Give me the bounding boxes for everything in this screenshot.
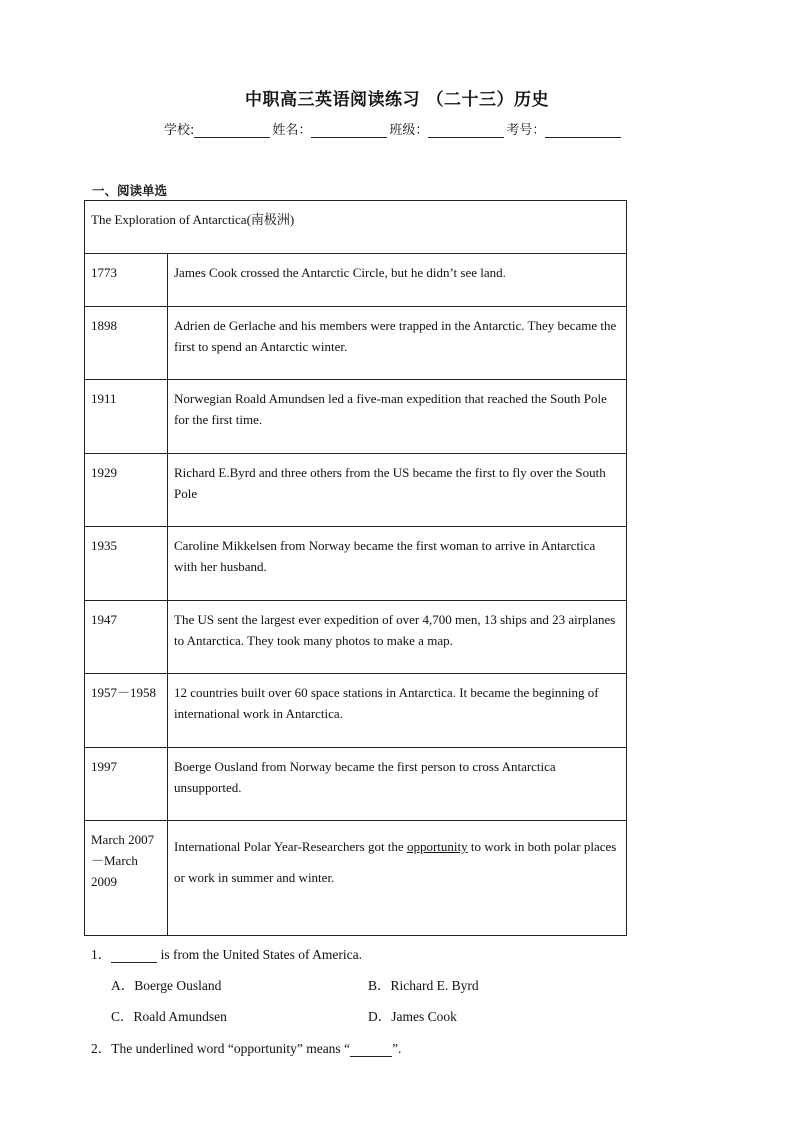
table-row: [85, 454, 627, 527]
event-cell: 12 countries built over 60 space stations in Antarctica. It became the beginning of international work in Antarctica.: [168, 674, 627, 748]
name-label: 姓名：: [272, 123, 312, 138]
table-caption: The Exploration of Antarctica(南极洲): [85, 201, 627, 254]
year-cell: 1935: [85, 527, 168, 601]
option-b[interactable]: B．Richard E. Byrd: [368, 978, 479, 993]
question-2: [91, 1037, 401, 1057]
question-text: The underlined word “opportunity” means “: [111, 1041, 351, 1056]
event-cell: Boerge Ousland from Norway became the first person to cross Antarctica unsupported.: [168, 748, 627, 821]
year-cell: 1773: [85, 254, 168, 307]
table-caption-row: [85, 201, 627, 254]
exploration-table: [84, 200, 627, 936]
table-row: [85, 254, 627, 307]
event-cell: Richard E.Byrd and three others from the US became the first to fly over the South Pole: [168, 454, 627, 527]
year-cell: 1898: [85, 307, 168, 380]
section-title: 一、阅读单选: [92, 183, 168, 198]
option-d[interactable]: D．James Cook: [368, 1009, 457, 1024]
name-blank[interactable]: [311, 124, 387, 138]
year-cell: 1997: [85, 748, 168, 821]
school-blank[interactable]: [194, 124, 270, 138]
event-cell: International Polar Year-Researchers got the opportunity to work in both polar places or work in summer and winter.: [168, 821, 627, 936]
year-cell: 1947: [85, 601, 168, 674]
page-title: 中职高三英语阅读练习 （二十三）历史: [245, 90, 549, 110]
option-a[interactable]: A．Boerge Ousland: [111, 978, 222, 993]
student-info-line: [164, 119, 623, 138]
event-cell: Adrien de Gerlache and his members were trapped in the Antarctic. They became the first to spend an Antarctic winter.: [168, 307, 627, 380]
year-cell: March 2007－March 2009: [85, 821, 168, 936]
answer-blank[interactable]: [111, 949, 157, 963]
question-text-end: ”.: [392, 1041, 402, 1056]
event-cell: Norwegian Roald Amundsen led a five-man expedition that reached the South Pole for the first time.: [168, 380, 627, 454]
answer-blank[interactable]: [350, 1043, 392, 1057]
exam-number-label: 考号：: [506, 123, 546, 138]
table-row: [85, 674, 627, 748]
underlined-word: opportunity: [406, 839, 468, 854]
question-text: is from the United States of America.: [157, 947, 362, 962]
event-cell: James Cook crossed the Antarctic Circle, but he didn’t see land.: [168, 254, 627, 307]
question-number: 1．: [91, 947, 112, 962]
table-row: [85, 527, 627, 601]
table-row: [85, 748, 627, 821]
question-1: [91, 943, 362, 963]
class-label: 班级：: [389, 123, 429, 138]
table-row: [85, 601, 627, 674]
exam-number-blank[interactable]: [545, 124, 621, 138]
event-cell: Caroline Mikkelsen from Norway became the first woman to arrive in Antarctica with her husband.: [168, 527, 627, 601]
option-c[interactable]: C．Roald Amundsen: [111, 1009, 227, 1024]
question-number: 2．: [91, 1041, 112, 1056]
school-label: 学校:: [164, 123, 195, 138]
year-cell: 1929: [85, 454, 168, 527]
event-cell: The US sent the largest ever expedition of over 4,700 men, 13 ships and 23 airplanes to Antarctica. They took many photos to make a map.: [168, 601, 627, 674]
table-row: [85, 821, 627, 936]
year-cell: 1957－1958: [85, 674, 168, 748]
table-row: [85, 380, 627, 454]
class-blank[interactable]: [428, 124, 504, 138]
year-cell: 1911: [85, 380, 168, 454]
table-row: [85, 307, 627, 380]
